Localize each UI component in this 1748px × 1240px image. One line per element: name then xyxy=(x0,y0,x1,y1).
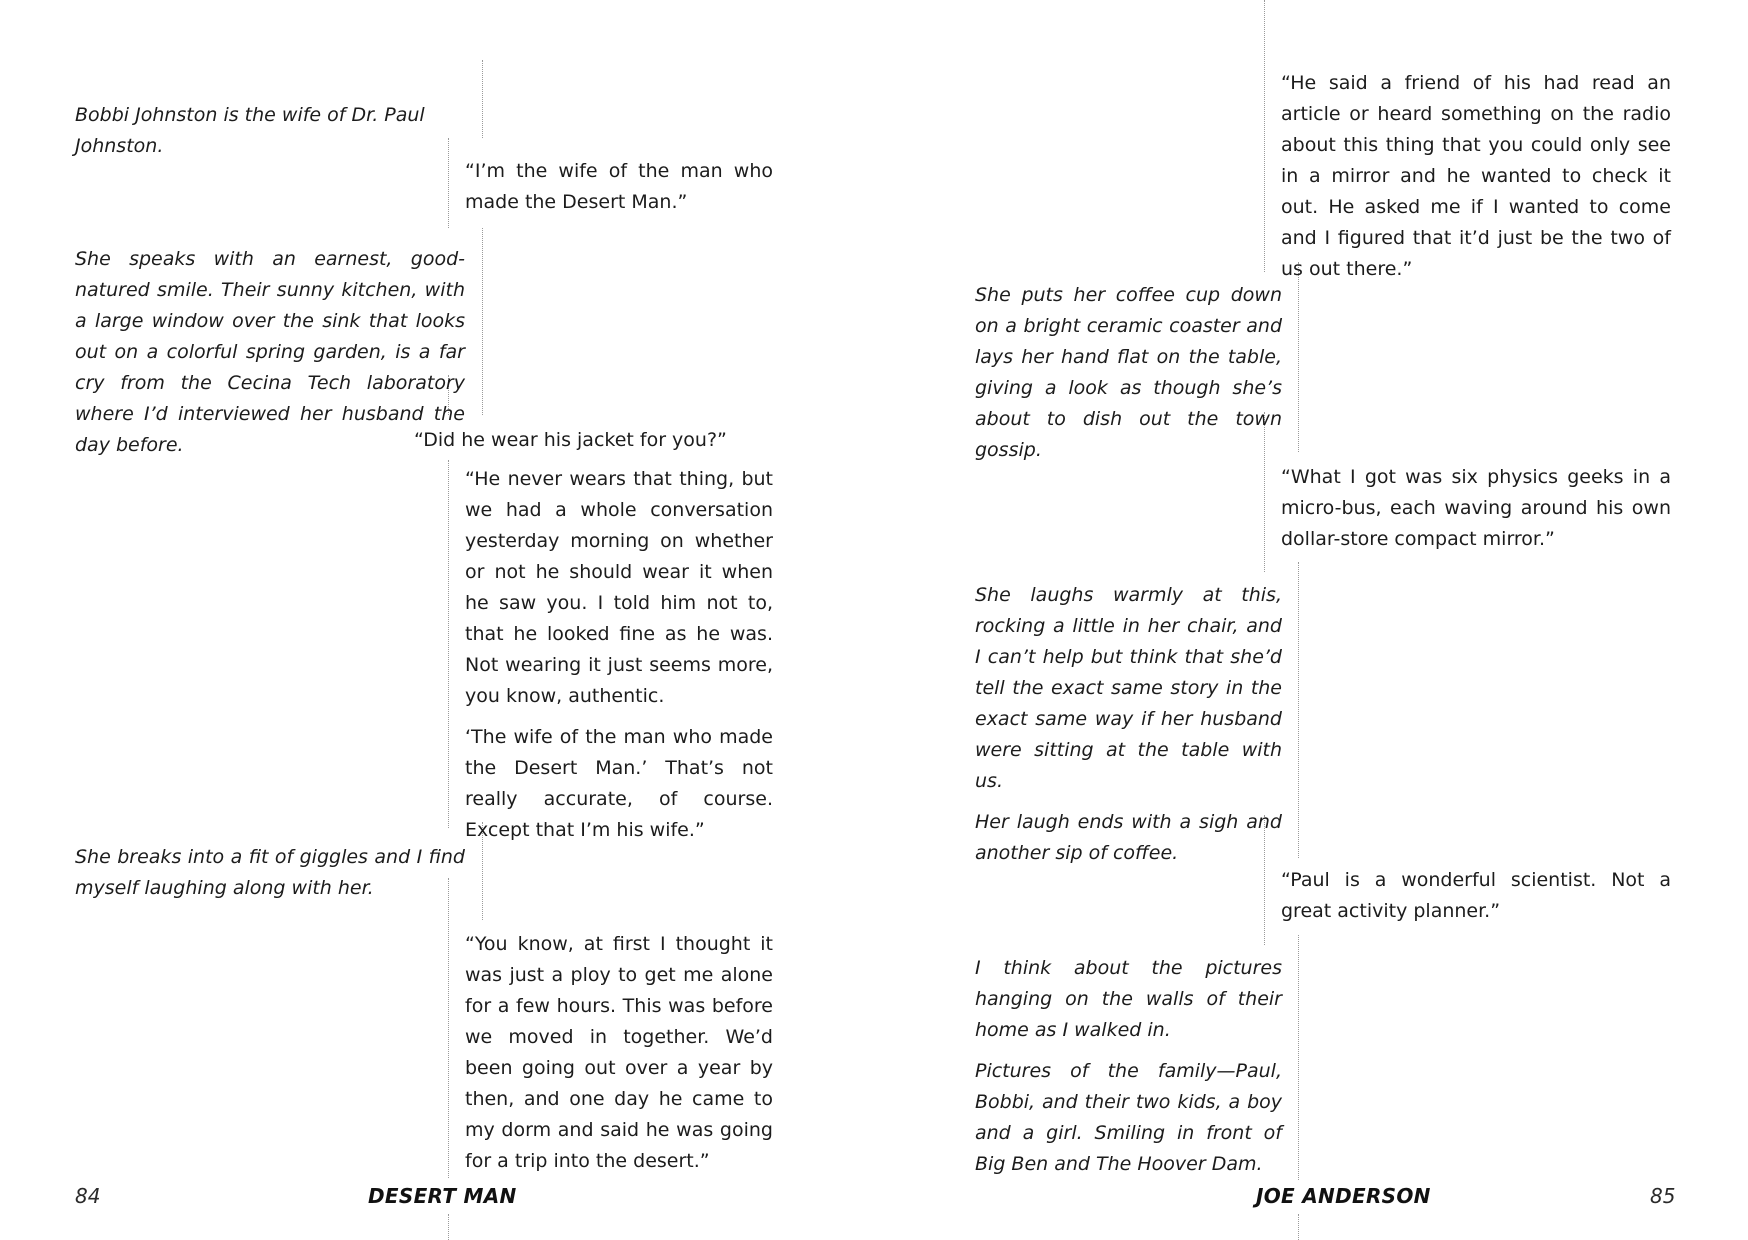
intro-text: Bobbi Johnston is the wife of Dr. Paul Johnston. xyxy=(75,104,425,157)
interviewer-question: “Did he wear his jacket for you?” xyxy=(414,429,727,451)
quote-block: “I’m the wife of the man who made the Desert Man.” xyxy=(465,160,773,213)
narration-block xyxy=(975,953,1282,1180)
quote-block: “He said a friend of his had read an article or heard something on the radio about this thing that you could only see in a mirror and he wanted to check it out. He asked me if I wanted to come and I figured that it’d just be the two of us out there.” xyxy=(1281,72,1671,280)
right-page xyxy=(874,0,1748,1240)
narration-block: She puts her coffee cup down on a bright ceramic coaster and lays her hand flat on the table, giving a look as though she’s about to dish out the town gossip. xyxy=(975,284,1282,461)
dotted-rule xyxy=(448,878,449,1178)
quote-paragraph: “He never wears that thing, but we had a whole conversation yesterday morning on whether or not he should wear it when he saw you. I told him not to, that he looked fine as he was. Not wearing it just seems more, you know, authentic. xyxy=(465,468,773,707)
narration-block: She breaks into a fit of giggles and I find myself laughing along with her. xyxy=(75,846,465,899)
narration-block xyxy=(975,580,1282,869)
quote-block xyxy=(465,464,773,846)
running-head: DESERT MAN xyxy=(368,1184,517,1208)
narration-block: She speaks with an earnest, good-natured smile. Their sunny kitchen, with a large window over the sink that looks out on a colorful spring garden, is a far cry from the Cecina Tech laboratory where I’d interviewed her husband the day before. xyxy=(75,248,465,456)
running-head: JOE ANDERSON xyxy=(1256,1184,1431,1208)
quote-paragraph: ‘The wife of the man who made the Desert Man.’ That’s not really accurate, of course. Except that I’m his wife.” xyxy=(465,726,773,841)
quote-block: “Paul is a wonderful scientist. Not a great activity planner.” xyxy=(1281,869,1671,922)
quote-block: “What I got was six physics geeks in a micro-bus, each waving around his own dollar-store compact mirror.” xyxy=(1281,466,1671,550)
quote-block: “You know, at first I thought it was just a ploy to get me alone for a few hours. This was before we moved in together. We’d been going out over a year by then, and one day he came to my dorm and said he was going for a trip into the desert.” xyxy=(465,933,773,1172)
dotted-rule xyxy=(482,228,483,415)
dotted-rule xyxy=(1298,262,1299,452)
dotted-rule xyxy=(448,1214,449,1240)
dotted-rule xyxy=(1298,562,1299,858)
dotted-rule xyxy=(482,60,483,138)
dotted-rule xyxy=(1298,1214,1299,1240)
narration-paragraph: Her laugh ends with a sigh and another sip of coffee. xyxy=(975,811,1282,864)
dotted-rule xyxy=(1298,935,1299,1180)
dotted-rule xyxy=(448,460,449,828)
page-number: 85 xyxy=(1650,1184,1676,1208)
narration-paragraph: Pictures of the family—Paul, Bobbi, and their two kids, a boy and a girl. Smiling in front of Big Ben and The Hoover Dam. xyxy=(975,1060,1282,1175)
narration-paragraph: I think about the pictures hanging on the walls of their home as I walked in. xyxy=(975,957,1282,1041)
page-number: 84 xyxy=(75,1184,101,1208)
dotted-rule xyxy=(1264,0,1265,272)
narration-paragraph: She laughs warmly at this, rocking a little in her chair, and I can’t help but think that she’d tell the exact same story in the exact same way if her husband were sitting at the table with us. xyxy=(975,584,1282,792)
